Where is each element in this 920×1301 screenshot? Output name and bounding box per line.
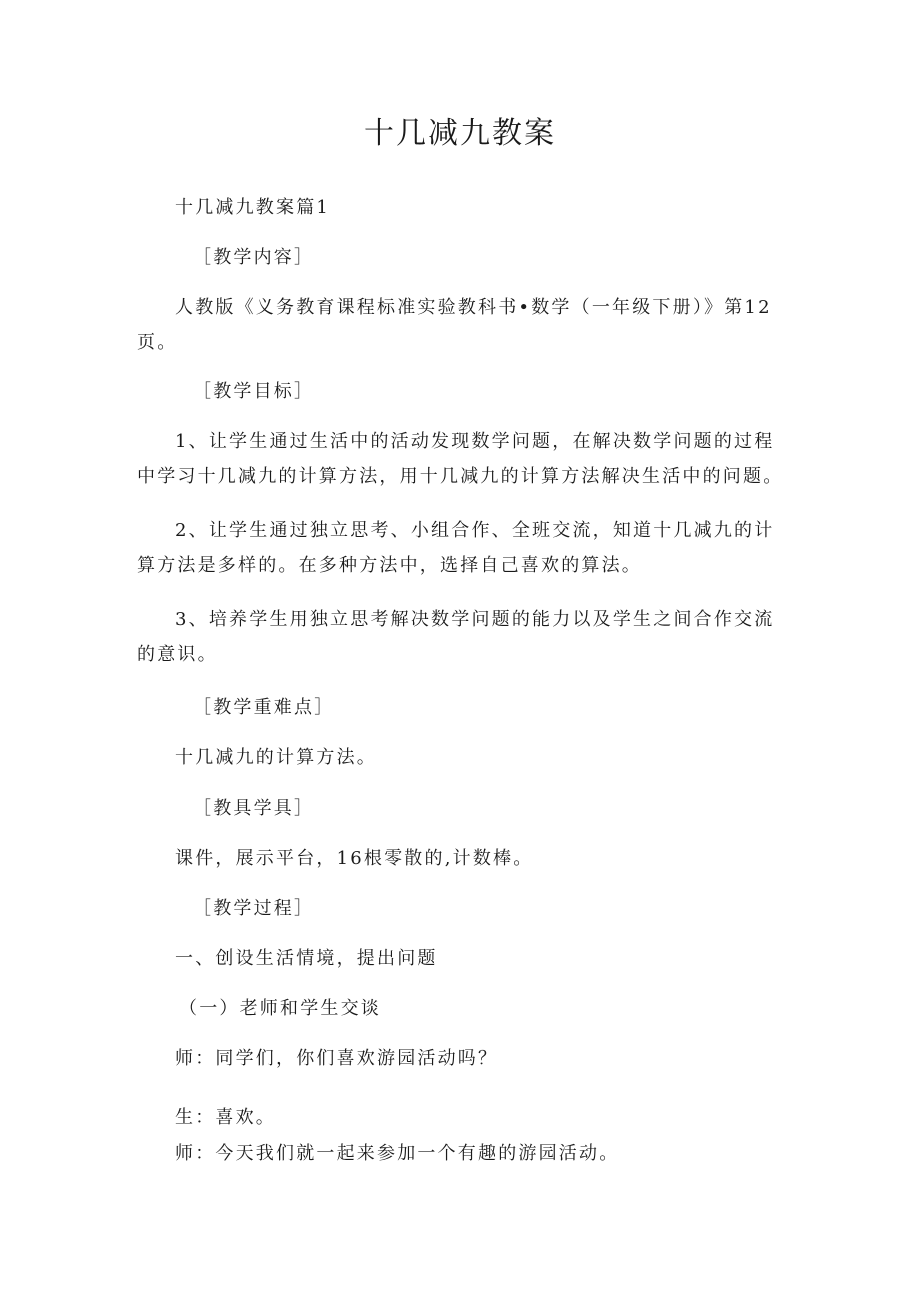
paragraph-goal-3: 3、培养学生用独立思考解决数学问题的能力以及学生之间合作交流的意识。 [137, 609, 775, 665]
paragraph-step-1: 一、创设生活情境，提出问题 [175, 948, 438, 969]
dialogue-teacher-2: 师：今天我们就一起来参加一个有趣的游园活动。 [175, 1143, 620, 1164]
paragraph-goal-2: 2、让学生通过独立思考、小组合作、全班交流，知道十几减九的计算方法是多样的。在多种方法中，选择自己喜欢的算法。 [137, 520, 775, 576]
paragraph-substep-1: （一）老师和学生交谈 [179, 998, 381, 1019]
bracket-heading-process: ［教学过程］ [193, 898, 315, 919]
dialogue-student-1: 生：喜欢。 [175, 1107, 276, 1128]
bracket-heading-content: ［教学内容］ [193, 247, 315, 268]
bracket-heading-goals: ［教学目标］ [193, 381, 315, 402]
paragraph-goal-1: 1、让学生通过生活中的活动发现数学问题，在解决数学问题的过程中学习十几减九的计算方法，用十几减九的计算方法解决生活中的问题。 [137, 431, 784, 487]
dialogue-teacher-1: 师：同学们，你们喜欢游园活动吗？ [175, 1048, 499, 1069]
document-title: 十几减九教案 [364, 116, 556, 151]
section-heading: 十几减九教案篇1 [175, 197, 331, 218]
bracket-heading-key-points: ［教学重难点］ [193, 697, 335, 718]
bracket-heading-tools: ［教具学具］ [193, 798, 315, 819]
paragraph-textbook: 人教版《义务教育课程标准实验教科书•数学（一年级下册）》第12页。 [137, 297, 772, 353]
paragraph-key-points: 十几减九的计算方法。 [175, 747, 377, 768]
paragraph-tools: 课件，展示平台，16根零散的,计数棒。 [175, 848, 534, 869]
